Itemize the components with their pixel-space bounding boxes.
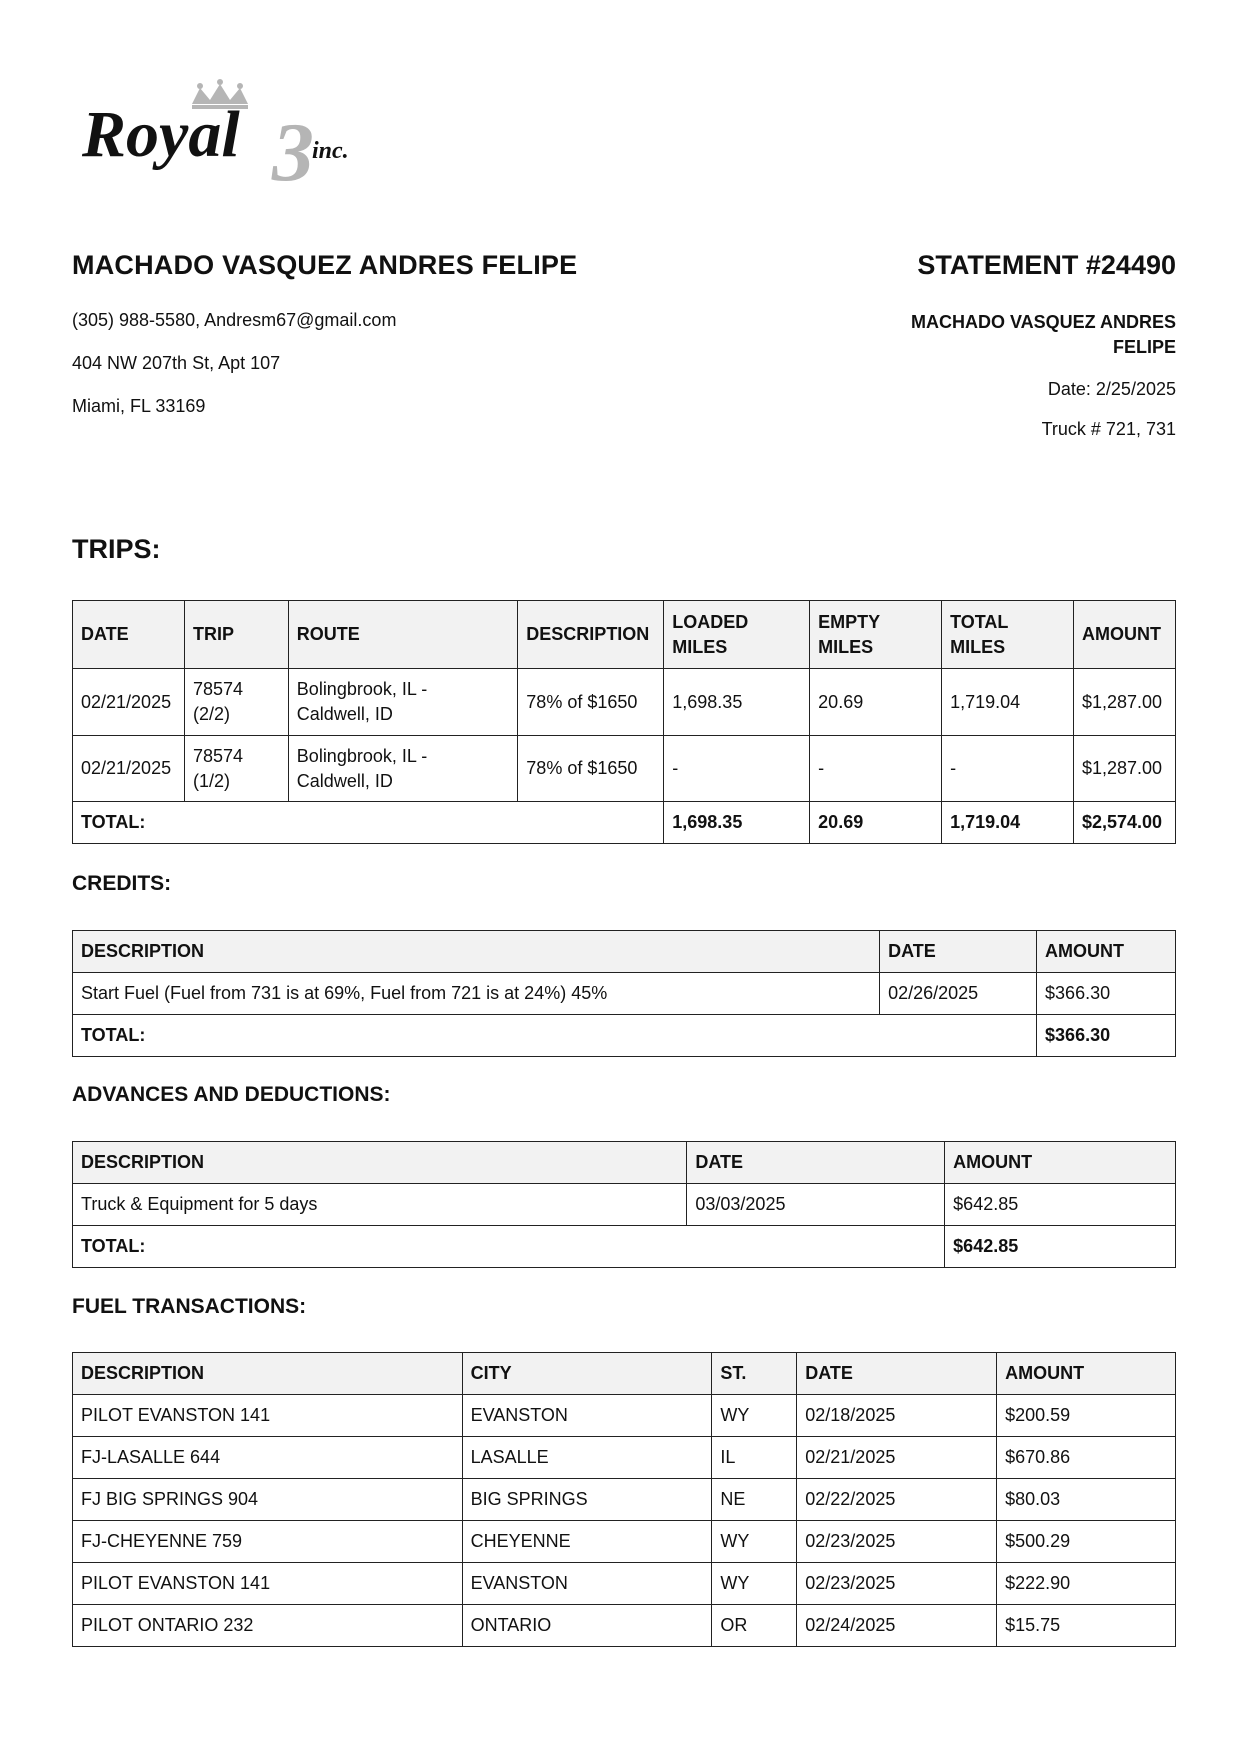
fuel-city: EVANSTON xyxy=(462,1563,712,1605)
col-date: DATE xyxy=(880,931,1037,973)
col-description: DESCRIPTION xyxy=(518,601,664,669)
fuel-amount: $200.59 xyxy=(997,1395,1176,1437)
credits-header-row xyxy=(73,931,1176,973)
fuel-amount: $670.86 xyxy=(997,1437,1176,1479)
fuel-city: LASALLE xyxy=(462,1437,712,1479)
trip-empty-miles: - xyxy=(810,736,942,802)
total-amount: $642.85 xyxy=(945,1226,1176,1268)
trip-total-miles: - xyxy=(942,736,1074,802)
credits-table xyxy=(72,930,1176,1057)
credit-description: Start Fuel (Fuel from 731 is at 69%, Fuel from 721 is at 24%) 45% xyxy=(73,973,880,1015)
trips-title: TRIPS: xyxy=(72,534,161,564)
fuel-amount: $80.03 xyxy=(997,1479,1176,1521)
fuel-date: 02/24/2025 xyxy=(797,1605,997,1647)
advances-header-row xyxy=(73,1142,1176,1184)
fuel-date: 02/18/2025 xyxy=(797,1395,997,1437)
logo-suffix: inc. xyxy=(312,138,349,164)
fuel-description: FJ-LASALLE 644 xyxy=(73,1437,463,1479)
fuel-date: 02/21/2025 xyxy=(797,1437,997,1479)
trip-description: 78% of $1650 xyxy=(518,736,664,802)
trip-number: 78574 xyxy=(192,745,244,766)
fuel-table xyxy=(72,1352,1176,1647)
col-amount: AMOUNT xyxy=(945,1142,1176,1184)
col-state: ST. xyxy=(712,1353,797,1395)
total-amount: $2,574.00 xyxy=(1073,802,1175,844)
trip-date: 02/21/2025 xyxy=(73,669,185,736)
driver-contact: (305) 988-5580, Andresm67@gmail.com xyxy=(72,310,397,330)
trip-loaded-miles: - xyxy=(664,736,810,802)
trip-amount: $1,287.00 xyxy=(1073,669,1175,736)
trip-number: 78574 xyxy=(192,679,244,699)
fuel-date: 02/22/2025 xyxy=(797,1479,997,1521)
logo-numeral: 3 xyxy=(272,106,314,196)
fuel-city: BIG SPRINGS xyxy=(462,1479,712,1521)
route-destination: Caldwell, ID xyxy=(296,770,393,791)
credit-amount: $366.30 xyxy=(1037,973,1176,1015)
col-route: ROUTE xyxy=(288,601,518,669)
col-amount: AMOUNT xyxy=(1037,931,1176,973)
col-date: DATE xyxy=(73,601,185,669)
trip-empty-miles: 20.69 xyxy=(810,669,942,736)
fuel-city: ONTARIO xyxy=(462,1605,712,1647)
table-row xyxy=(73,1605,1176,1647)
col-date: DATE xyxy=(687,1142,945,1184)
fuel-city: EVANSTON xyxy=(462,1395,712,1437)
col-description: DESCRIPTION xyxy=(73,1353,463,1395)
fuel-description: PILOT EVANSTON 141 xyxy=(73,1563,463,1605)
statement-truck: Truck # 721, 731 xyxy=(1041,419,1176,439)
total-label: TOTAL: xyxy=(73,802,664,844)
fuel-amount: $15.75 xyxy=(997,1605,1176,1647)
fuel-amount: $500.29 xyxy=(997,1521,1176,1563)
advance-date: 03/03/2025 xyxy=(687,1184,945,1226)
col-empty-miles: EMPTY MILES xyxy=(810,601,942,669)
trip-amount: $1,287.00 xyxy=(1073,736,1175,802)
fuel-state: OR xyxy=(712,1605,797,1647)
fuel-description: PILOT EVANSTON 141 xyxy=(73,1395,463,1437)
fuel-description: PILOT ONTARIO 232 xyxy=(73,1605,463,1647)
trips-total-row xyxy=(73,802,1176,844)
col-total-miles: TOTAL MILES xyxy=(942,601,1074,669)
fuel-state: NE xyxy=(712,1479,797,1521)
trip-total-miles: 1,719.04 xyxy=(942,669,1074,736)
table-row xyxy=(73,1521,1176,1563)
col-city: CITY xyxy=(462,1353,712,1395)
col-trip: TRIP xyxy=(184,601,288,669)
trip-route xyxy=(288,669,518,736)
advance-amount: $642.85 xyxy=(945,1184,1176,1226)
total-empty-miles: 20.69 xyxy=(810,802,942,844)
trip-part: (1/2) xyxy=(192,770,230,791)
table-row xyxy=(73,1479,1176,1521)
table-row xyxy=(73,1184,1176,1226)
trip-date: 02/21/2025 xyxy=(73,736,185,802)
trip-route xyxy=(288,736,518,802)
trip-id xyxy=(184,669,288,736)
fuel-description: FJ-CHEYENNE 759 xyxy=(73,1521,463,1563)
driver-name: MACHADO VASQUEZ ANDRES FELIPE xyxy=(72,250,578,280)
trip-id xyxy=(184,736,288,802)
fuel-state: IL xyxy=(712,1437,797,1479)
fuel-date: 02/23/2025 xyxy=(797,1563,997,1605)
route-origin: Bolingbrook, IL - xyxy=(296,679,428,699)
trips-table xyxy=(72,600,1176,844)
table-row xyxy=(73,736,1176,802)
credits-title: CREDITS: xyxy=(72,872,172,895)
fuel-state: WY xyxy=(712,1521,797,1563)
advances-title: ADVANCES AND DEDUCTIONS: xyxy=(72,1083,391,1106)
col-amount: AMOUNT xyxy=(1073,601,1175,669)
fuel-date: 02/23/2025 xyxy=(797,1521,997,1563)
advances-total-row xyxy=(73,1226,1176,1268)
table-row xyxy=(73,1395,1176,1437)
fuel-amount: $222.90 xyxy=(997,1563,1176,1605)
col-amount: AMOUNT xyxy=(997,1353,1176,1395)
table-row xyxy=(73,669,1176,736)
route-origin: Bolingbrook, IL - xyxy=(296,745,428,766)
advance-description: Truck & Equipment for 5 days xyxy=(73,1184,687,1226)
total-amount: $366.30 xyxy=(1037,1015,1176,1057)
route-destination: Caldwell, ID xyxy=(296,704,393,724)
fuel-state: WY xyxy=(712,1563,797,1605)
royal3-logo xyxy=(80,78,400,196)
fuel-state: WY xyxy=(712,1395,797,1437)
credits-total-row xyxy=(73,1015,1176,1057)
col-description: DESCRIPTION xyxy=(73,931,880,973)
total-total-miles: 1,719.04 xyxy=(942,802,1074,844)
statement-date: Date: 2/25/2025 xyxy=(1047,379,1176,399)
trip-loaded-miles: 1,698.35 xyxy=(664,669,810,736)
total-label: TOTAL: xyxy=(73,1226,945,1268)
driver-address-line1: 404 NW 207th St, Apt 107 xyxy=(72,353,281,373)
fuel-city: CHEYENNE xyxy=(462,1521,712,1563)
statement-name-line1: MACHADO VASQUEZ ANDRES xyxy=(910,312,1176,332)
table-row xyxy=(73,1563,1176,1605)
col-date: DATE xyxy=(797,1353,997,1395)
driver-address-line2: Miami, FL 33169 xyxy=(72,396,206,416)
trip-part: (2/2) xyxy=(192,704,230,724)
trip-description: 78% of $1650 xyxy=(518,669,664,736)
total-loaded-miles: 1,698.35 xyxy=(664,802,810,844)
statement-info xyxy=(856,310,1176,440)
fuel-title: FUEL TRANSACTIONS: xyxy=(72,1295,307,1318)
table-row xyxy=(73,1437,1176,1479)
table-row xyxy=(73,973,1176,1015)
fuel-description: FJ BIG SPRINGS 904 xyxy=(73,1479,463,1521)
col-loaded-miles: LOADED MILES xyxy=(664,601,810,669)
logo-brand: Royal xyxy=(82,98,240,171)
advances-table xyxy=(72,1141,1176,1268)
statement-title: STATEMENT #24490 xyxy=(917,250,1176,280)
statement-name-line2: FELIPE xyxy=(1112,337,1176,357)
total-label: TOTAL: xyxy=(73,1015,1037,1057)
trips-header-row xyxy=(73,601,1176,669)
col-description: DESCRIPTION xyxy=(73,1142,687,1184)
credit-date: 02/26/2025 xyxy=(880,973,1037,1015)
fuel-header-row xyxy=(73,1353,1176,1395)
